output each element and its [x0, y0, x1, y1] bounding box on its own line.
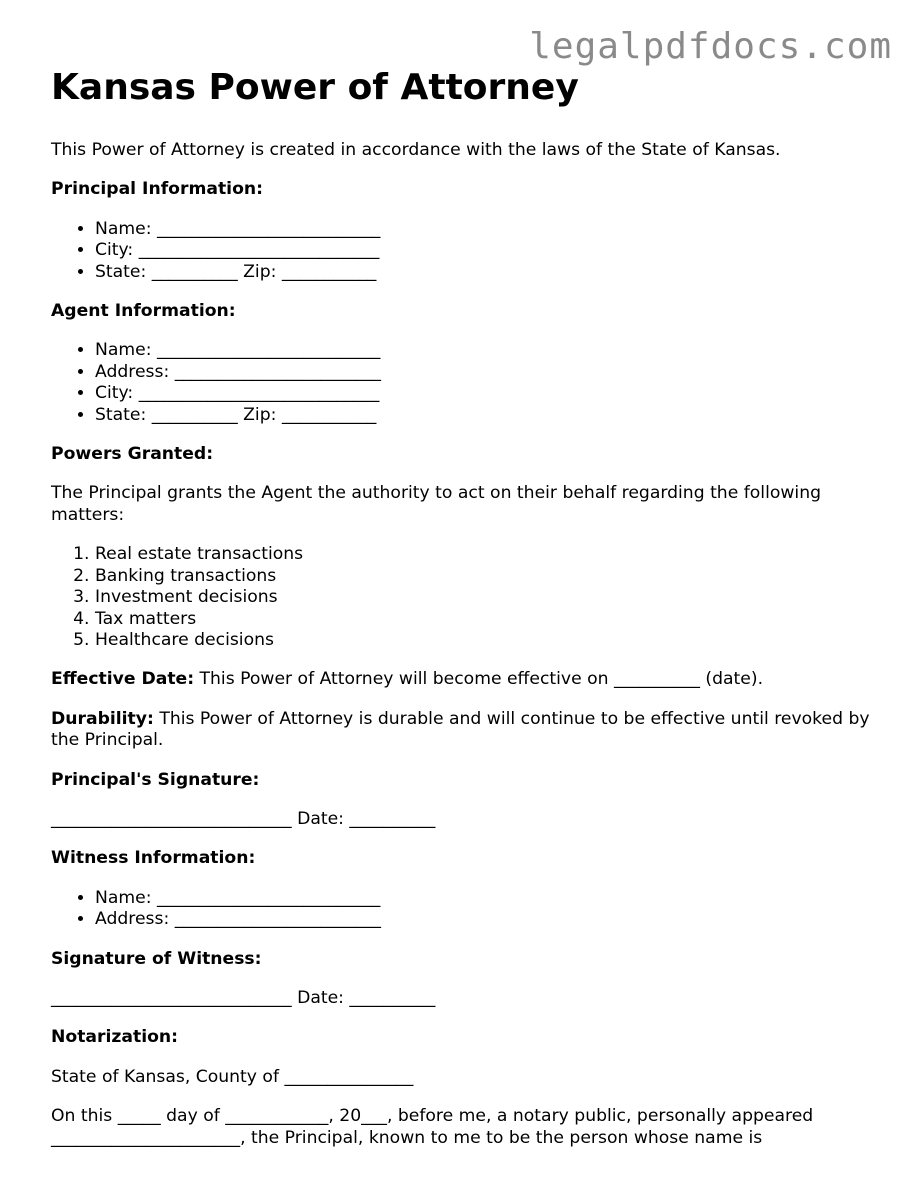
power-item: 1. Real estate transactions	[95, 544, 881, 565]
notary-county-line: State of Kansas, County of _______________	[51, 1066, 414, 1087]
document	[51, 64, 881, 1167]
power-item: 5. Healthcare decisions	[95, 630, 881, 651]
intro-text: This Power of Attorney is created in accordance with the laws of the State of Kansas.	[51, 140, 781, 160]
principal-state-zip-field: • State: __________ Zip: ___________	[95, 262, 881, 283]
witness-address-field: • Address: ________________________	[95, 909, 881, 930]
agent-info-list	[51, 340, 881, 426]
principal-signature-heading: Principal's Signature:	[51, 769, 260, 790]
power-item: 4. Tax matters	[95, 609, 881, 630]
powers-list	[51, 544, 881, 651]
notary-statement: On this _____ day of ____________, 20___, before me, a notary public, personally appeared ______________________, the Principal, known to me to be the person whose name is	[51, 1106, 814, 1148]
agent-name-field: • Name: __________________________	[95, 340, 881, 361]
witness-signature-heading: Signature of Witness:	[51, 948, 262, 969]
witness-signature-line: ____________________________ Date: __________	[51, 987, 436, 1008]
powers-intro: The Principal grants the Agent the authority to act on their behalf regarding the following matters:	[51, 483, 822, 525]
document-title: Kansas Power of Attorney	[51, 67, 579, 108]
agent-address-field: • Address: ________________________	[95, 362, 881, 383]
principal-info-list	[51, 219, 881, 283]
durability-text: This Power of Attorney is durable and will continue to be effective until revoked by the Principal.	[51, 708, 870, 751]
agent-info-heading: Agent Information:	[51, 301, 236, 322]
witness-name-field: • Name: __________________________	[95, 888, 881, 909]
effective-date-text: This Power of Attorney will become effective on __________ (date).	[194, 669, 764, 690]
principal-info-heading: Principal Information:	[51, 179, 263, 200]
principal-signature-line: ____________________________ Date: __________	[51, 808, 436, 829]
power-item: 2. Banking transactions	[95, 566, 881, 587]
principal-city-field: • City: ____________________________	[95, 240, 881, 261]
effective-date-clause	[51, 669, 881, 690]
witness-info-list	[51, 888, 881, 931]
principal-name-field: • Name: __________________________	[95, 219, 881, 240]
watermark: legalpdfdocs.com	[529, 26, 892, 67]
witness-info-heading: Witness Information:	[51, 848, 256, 869]
notarization-heading: Notarization:	[51, 1027, 179, 1048]
effective-date-label: Effective Date:	[51, 669, 195, 690]
durability-clause	[51, 709, 881, 752]
powers-heading: Powers Granted:	[51, 444, 214, 465]
durability-label: Durability:	[51, 708, 154, 729]
power-item: 3. Investment decisions	[95, 587, 881, 608]
agent-state-zip-field: • State: __________ Zip: ___________	[95, 405, 881, 426]
agent-city-field: • City: ____________________________	[95, 383, 881, 404]
